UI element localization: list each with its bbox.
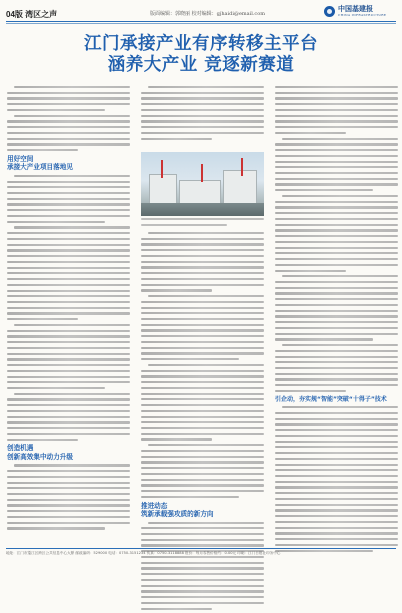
headline: [0, 34, 402, 76]
header-meta: 版面编辑：郭晓丽 校对编辑：gjhaidi@email.com: [150, 11, 265, 17]
subhead-col1-a2: 承接大产业项目落地见: [7, 163, 73, 172]
column-1: [7, 86, 130, 533]
article-photo: [141, 152, 264, 216]
subhead-col3-a: 引企动，夯实规“智能”突破“十得子”技术: [275, 395, 387, 403]
footer-info: 地址：江门市蓬江区跨区公共信息中心大厦 邮政编码：529000 电话：0750-3151234 传真：0750-3118888 报价：每月零售价格约：0.00元 印刷：江门日报社印务中心: [6, 551, 281, 555]
subhead-col1-a: 用好空间: [7, 154, 34, 163]
photo-caption: [141, 218, 264, 229]
column-3: [275, 86, 398, 555]
header-rule-thin: [6, 23, 396, 24]
section-label: 04版 湾区之声: [6, 10, 58, 19]
subhead-col1-b2: 创新高效集中动力升级: [7, 452, 73, 461]
brand-name: 中国基建报: [338, 6, 373, 13]
brand-subtitle: CHINA INFRASTRUCTURE: [338, 13, 387, 17]
headline-line-2: 涵养大产业 竞逐新赛道: [107, 55, 295, 75]
logo-emblem-icon: [324, 6, 335, 17]
newspaper-logo: [324, 4, 394, 19]
subhead-col1-b: 创造机遇: [7, 444, 34, 453]
subhead-col2-a2: 筑新承载强攻质的新方向: [141, 510, 214, 519]
subhead-col2-a: 推进动态: [141, 501, 168, 510]
header-rule: [6, 21, 396, 22]
column-2: [141, 86, 264, 143]
page-header: [0, 0, 402, 22]
page-footer: [6, 548, 396, 556]
headline-line-1: 江门承接产业有序转移主平台: [84, 34, 318, 54]
